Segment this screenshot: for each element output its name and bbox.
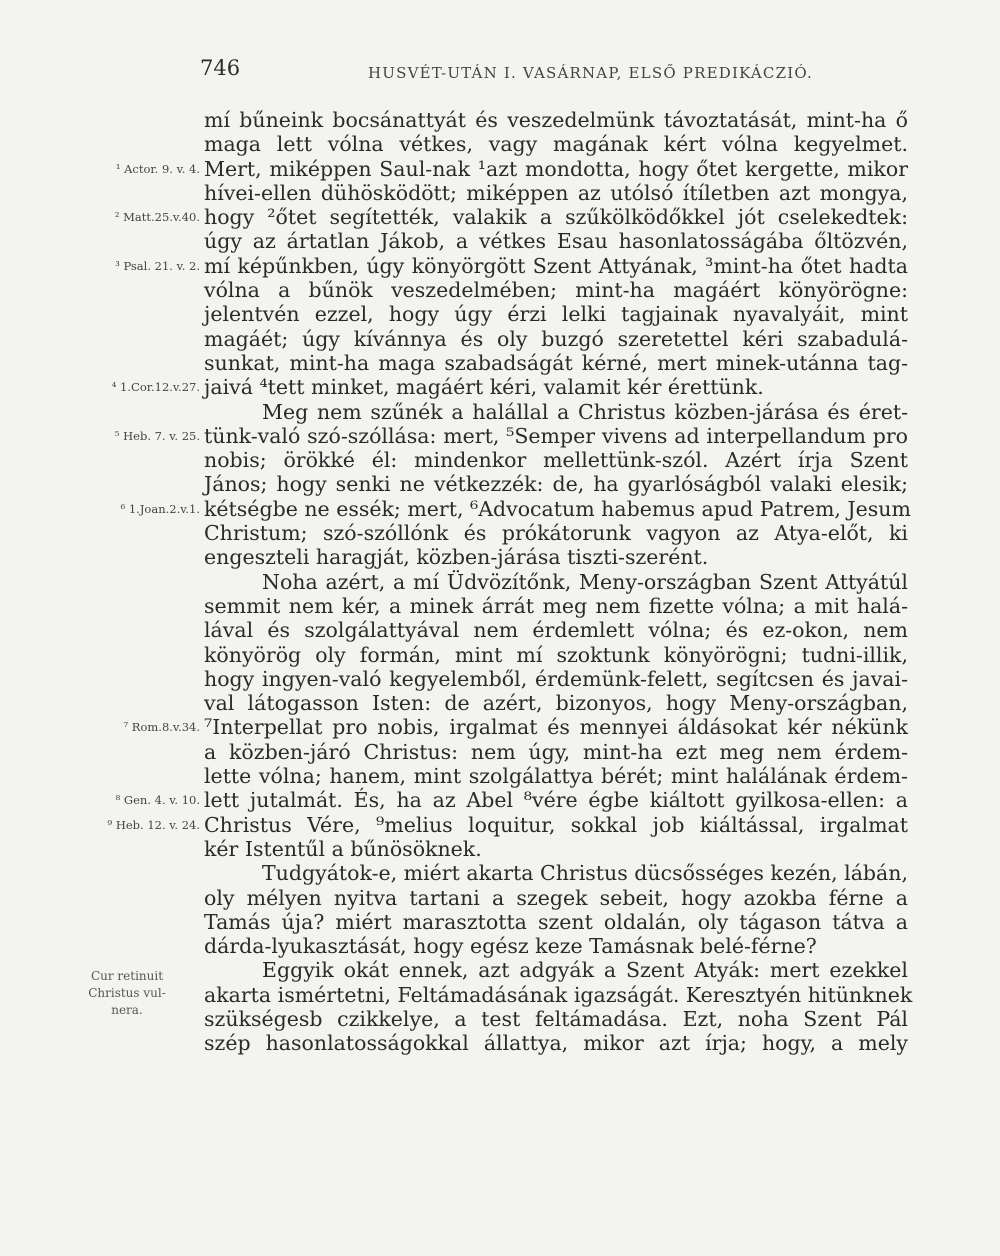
line-text: úgy az ártatlan Jákob, a vétkes Esau hasonlatosságába őltözvén, bbox=[204, 229, 908, 254]
line-text: János; hogy senki ne vétkezzék: de, ha gyarlóságból valaki elesik; bbox=[204, 472, 908, 497]
body-text bbox=[0, 108, 1000, 1056]
line-text: val látogasson Isten: de azért, bizonyos, hogy Meny-országban, bbox=[204, 691, 908, 716]
text-line bbox=[0, 643, 1000, 667]
text-line bbox=[0, 594, 1000, 618]
line-text: sunkat, mint-ha maga szabadságát kérné, mert minek-utánna tag- bbox=[204, 350, 908, 375]
text-line bbox=[0, 400, 1000, 424]
page-header bbox=[200, 56, 910, 96]
line-text: magáét; úgy kívánnya és oly buzgó szeretettel kéri szabadulá- bbox=[204, 326, 908, 351]
text-line bbox=[0, 1031, 1000, 1055]
line-text: Noha azért, a mí Üdvözítőnk, Meny-országban Szent Attyátúl bbox=[262, 569, 908, 594]
line-text: Christum; szó-szóllónk és prókátorunk vagyon az Atya-előt, ki bbox=[204, 521, 908, 546]
margin-reference: ² Matt.25.v.40. bbox=[114, 210, 200, 225]
text-line bbox=[0, 205, 1000, 229]
line-text: Meg nem szűnék a halállal a Christus közben-járása és éret- bbox=[262, 399, 908, 424]
text-line bbox=[0, 691, 1000, 715]
margin-reference: ⁹ Heb. 12. v. 24. bbox=[107, 817, 200, 832]
margin-reference: ⁵ Heb. 7. v. 25. bbox=[114, 428, 200, 443]
line-text: jelentvén ezzel, hogy úgy érzi lelki tagjainak nyavalyáit, mint bbox=[204, 302, 908, 327]
text-line bbox=[0, 715, 1000, 739]
margin-reference: ⁷ Rom.8.v.34. bbox=[123, 720, 200, 735]
line-text: semmit nem kér, a minek árrát meg nem fizette vólna; a mit halá- bbox=[204, 593, 908, 618]
text-line bbox=[0, 302, 1000, 326]
running-title: HUSVÉT-UTÁN I. VASÁRNAP, ELSŐ PREDIKÁCZIÓ. bbox=[368, 64, 813, 82]
line-text: hogy ingyen-való kegyelemből, érdemünk-felett, segítcsen és javai- bbox=[204, 666, 908, 691]
line-text: Christus Vére, ⁹melius loquitur, sokkal job kiáltással, irgalmat bbox=[204, 812, 908, 837]
text-line bbox=[0, 934, 1000, 958]
side-note bbox=[72, 968, 182, 1019]
text-line bbox=[0, 521, 1000, 545]
text-line bbox=[0, 667, 1000, 691]
text-line bbox=[0, 157, 1000, 181]
margin-reference: ⁸ Gen. 4. v. 10. bbox=[115, 793, 200, 808]
line-text: kétségbe ne essék; mert, ⁶Advocatum habemus apud Patrem, Jesum bbox=[204, 496, 911, 521]
text-line bbox=[0, 570, 1000, 594]
line-text: vólna a bűnök veszedelmében; mint-ha magáért könyörögne: bbox=[204, 278, 908, 303]
text-line bbox=[0, 181, 1000, 205]
text-line bbox=[0, 472, 1000, 496]
line-text: oly mélyen nyitva tartani a szegek sebeit, hogy azokba férne a bbox=[204, 885, 908, 910]
text-line bbox=[0, 497, 1000, 521]
text-line bbox=[0, 254, 1000, 278]
text-line bbox=[0, 886, 1000, 910]
text-line bbox=[0, 327, 1000, 351]
line-text: mí bűneink bocsánattyát és veszedelmünk távoztatását, mint-ha ő bbox=[204, 108, 908, 132]
side-note-line: Cur retinuit bbox=[90, 969, 164, 983]
text-line bbox=[0, 424, 1000, 448]
line-text: Tamás úja? miért marasztotta szent oldalán, oly tágason tátva a bbox=[204, 909, 908, 934]
line-text: lett jutalmát. És, ha az Abel ⁸vére égbe kiáltott gyilkosa-ellen: a bbox=[204, 788, 908, 813]
line-text: Eggyik okát ennek, azt adgyák a Szent Atyák: mert ezekkel bbox=[262, 958, 908, 983]
text-line bbox=[0, 910, 1000, 934]
line-text: hogy ²őtet segítették, valakik a szűkölködőkkel jót cselekedtek: bbox=[204, 205, 908, 230]
text-line bbox=[0, 813, 1000, 837]
text-line bbox=[0, 132, 1000, 156]
text-line bbox=[0, 545, 1000, 569]
line-text: maga lett vólna vétkes, vagy magának kért vólna kegyelmet. bbox=[204, 132, 908, 157]
line-text: tünk-való szó-szóllása: mert, ⁵Semper vivens ad interpellandum pro bbox=[204, 423, 908, 448]
line-text: ⁷Interpellat pro nobis, irgalmat és mennyei áldásokat kér nékünk bbox=[204, 715, 908, 740]
text-line bbox=[0, 229, 1000, 253]
line-text: jaivá ⁴tett minket, magáért kéri, valamit kér érettünk. bbox=[204, 375, 764, 400]
line-text: dárda-lyukasztását, hogy egész keze Tamásnak belé-férne? bbox=[204, 934, 817, 959]
line-text: hívei-ellen dühösködött; miképpen az utólsó ítíletben azt mongya, bbox=[204, 180, 908, 205]
line-text: akarta ismértetni, Feltámadásának igazságát. Keresztyén hitünknek bbox=[204, 982, 913, 1007]
text-line bbox=[0, 375, 1000, 399]
text-line bbox=[0, 278, 1000, 302]
text-line bbox=[0, 764, 1000, 788]
line-text: szép hasonlatosságokkal állattya, mikor azt írja; hogy, a mely bbox=[204, 1031, 908, 1056]
text-line bbox=[0, 740, 1000, 764]
line-text: a közben-járó Christus: nem úgy, mint-ha ezt meg nem érdem- bbox=[204, 739, 908, 764]
line-text: lette vólna; hanem, mint szolgálattya bérét; mint halálának érdem- bbox=[204, 764, 908, 789]
text-line bbox=[0, 108, 1000, 132]
line-text: lával és szolgálattyával nem érdemlett vólna; és ez-okon, nem bbox=[204, 618, 908, 643]
text-line bbox=[0, 448, 1000, 472]
margin-reference: ³ Psal. 21. v. 2. bbox=[115, 258, 200, 273]
text-line bbox=[0, 788, 1000, 812]
margin-reference: ⁶ 1.Joan.2.v.1. bbox=[120, 501, 200, 516]
line-text: szükségesb czikkelye, a test feltámadása. Ezt, noha Szent Pál bbox=[204, 1006, 908, 1031]
line-text: kér Istentűl a bűnösöknek. bbox=[204, 836, 482, 861]
text-line bbox=[0, 618, 1000, 642]
line-text: könyörög oly formán, mint mí szoktunk könyörögni; tudni-illik, bbox=[204, 642, 908, 667]
page-number: 746 bbox=[200, 56, 241, 80]
line-text: engeszteli haragját, közben-járása tiszti-szerént. bbox=[204, 545, 709, 570]
line-text: Mert, miképpen Saul-nak ¹azt mondotta, hogy őtet kergette, mikor bbox=[204, 156, 908, 181]
text-line bbox=[0, 837, 1000, 861]
line-text: nobis; örökké él: mindenkor mellettünk-szól. Azért írja Szent bbox=[204, 448, 908, 473]
margin-reference: ⁴ 1.Cor.12.v.27. bbox=[111, 380, 200, 395]
side-note-line: nera. bbox=[111, 1003, 143, 1017]
margin-reference: ¹ Actor. 9. v. 4. bbox=[115, 161, 200, 176]
line-text: Tudgyátok-e, miért akarta Christus dücsősséges kezén, lábán, bbox=[262, 861, 908, 886]
side-note-line: Christus vul- bbox=[88, 986, 166, 1000]
line-text: mí képűnkben, úgy könyörgött Szent Attyának, ³mint-ha őtet hadta bbox=[204, 253, 908, 278]
text-line bbox=[0, 861, 1000, 885]
text-line bbox=[0, 351, 1000, 375]
